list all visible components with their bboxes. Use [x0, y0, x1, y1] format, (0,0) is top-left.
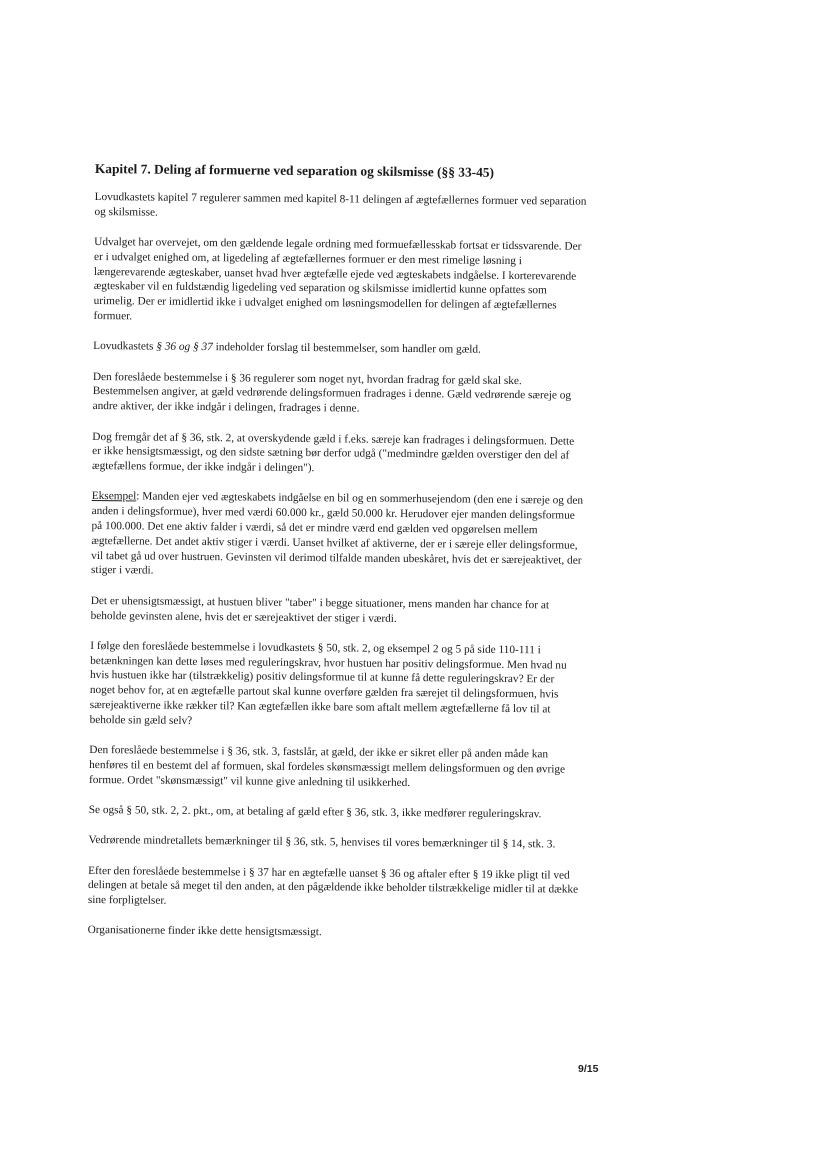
paragraph-conclusion: Organisationerne finder ikke dette hensigtsmæssigt. — [87, 924, 322, 939]
section-reference: § 36 og § 37 — [156, 340, 213, 354]
paragraph-section-50: I følge den foreslåede bestemmelse i lovudkastets § 50, stk. 2, og eksempel 2 og 5 på side 110-111 i betænkningen kan dette løses med reguleringskrav, hvor hustuen har positiv delingsformue. Men hvad nu hvis hustuen ikke har (tilstrækkelig) positiv delingsformue til at kunne få dette reguleringskrav? Er der noget behov for, at en ægtefælle partout skal kunne overføre gælden fra særejet til delingsformuen, hvis særejeaktiverne ikke rækker til? Kan ægtefællen ikke bare som aftalt mellem ægtefællerne få lov til at beholde sin gæld selv? — [89, 639, 567, 727]
paragraph-section-36-stk-2: Dog fremgår det af § 36, stk. 2, at overskydende gæld i f.eks. særeje kan fradrages i delingsformuen. Dette er ikke hensigtsmæssigt, og den sidste sætning bør derfor udgå ("medmindre gælden overstiger den del af ægtefællens formue, der ikke indgår i delingen"). — [92, 430, 575, 475]
paragraph-section-37: Efter den foreslåede bestemmelse i § 37 har en ægtefælle uanset § 36 og aftaler efter § 19 ikke pligt til ved delingen at betale så meget til den anden, at den pågældende ikke beholder tilstrækkelige midler til at dække sine forpligtelser. — [87, 864, 579, 907]
example-text: : Manden ejer ved ægteskabets indgåelse en bil og en sommerhusejendom (den ene i særeje og den anden i delingsformue), hver med værdi 60.000 kr., gæld 50.000 kr. Herudover ejer manden delingsformue på 100.000. Det ene aktiv falder i værdi, så det er mindre værd end gælden ved opgørelsen mellem ægtefællerne. Det andet aktiv stiger i værdi. Uanset hvilket af aktiverne, der er i særeje eller delingsformue, vil tabet gå ud over hustruen. Gevinsten vil derimod tilfalde manden ubeskåret, hvis det er særejeaktivet, der stiger i værdi. — [91, 490, 584, 578]
document-body — [87, 160, 587, 958]
paragraph-committee: Udvalget har overvejet, om den gældende legale ordning med formuefællesskab fortsat er tidssvarende. Der er i udvalget enighed om, at ligedeling af ægtefællernes formuer er den mest rimelige løsning i længerevarende ægteskaber, uanset hvad hver ægtefælle ejede ved ægteskabets indgåelse. I korterevarende ægteskaber vil en fuldstændig ligedeling ved separation og skilsmisse imidlertid kunne opfattes som urimelig. Der er imidlertid ikke i udvalget enighed om løsningsmodellen for delingen af ægtefællernes formuer. — [93, 236, 582, 323]
paragraph-section-36-stk-3: Den foreslåede bestemmelse i § 36, stk. 3, fastslår, at gæld, der ikke er sikret eller på anden måde kan henføres til en bestemt del af formuen, skal fordeles skønsmæssigt mellem delingsformuen og den øvrige formue. Ordet "skønsmæssigt" vil kunne give anledning til usikkerhed. — [88, 744, 566, 789]
paragraph-inexpedient: Det er uhensigtsmæssigt, at hustuen bliver "taber" i begge situationer, mens manden har chance for at beholde gevinsten alene, hvis det er særejeaktivet der stiger i værdi. — [90, 594, 550, 625]
paragraph-see-also: Se også § 50, stk. 2, 2. pkt., om, at betaling af gæld efter § 36, stk. 3, ikke medfører reguleringskrav. — [88, 803, 542, 821]
paragraph-minority: Vedrørende mindretallets bemærkninger til § 36, stk. 5, henvises til vores bemærkninger til § 14, stk. 3. — [88, 834, 556, 851]
paragraph-intro: Lovudkastets kapitel 7 regulerer sammen med kapitel 8-11 delingen af ægtefællernes formuer ved separation og skilsmisse. — [94, 190, 587, 219]
paragraph-debt-provisions — [93, 339, 585, 359]
paragraph-text: Lovudkastets — [93, 340, 157, 353]
paragraph-example — [91, 489, 584, 582]
paragraph-text: indeholder forslag til bestemmelser, som handler om gæld. — [212, 341, 481, 357]
paragraph-section-36: Den foreslåede bestemmelse i § 36 regulerer som noget nyt, hvordan fradrag for gæld skal ske. Bestemmelsen angiver, at gæld vedrørende delingsformuen fradrages i denne. Gæld vedrørende særeje og andre aktiver, der ikke indgår i delingen, fradrages i denne. — [92, 370, 572, 415]
page-number: 9/15 — [578, 1063, 599, 1075]
chapter-heading: Kapitel 7. Deling af formuerne ved separation og skilsmisse (§§ 33-45) — [94, 160, 495, 180]
example-label: Eksempel — [91, 490, 137, 503]
